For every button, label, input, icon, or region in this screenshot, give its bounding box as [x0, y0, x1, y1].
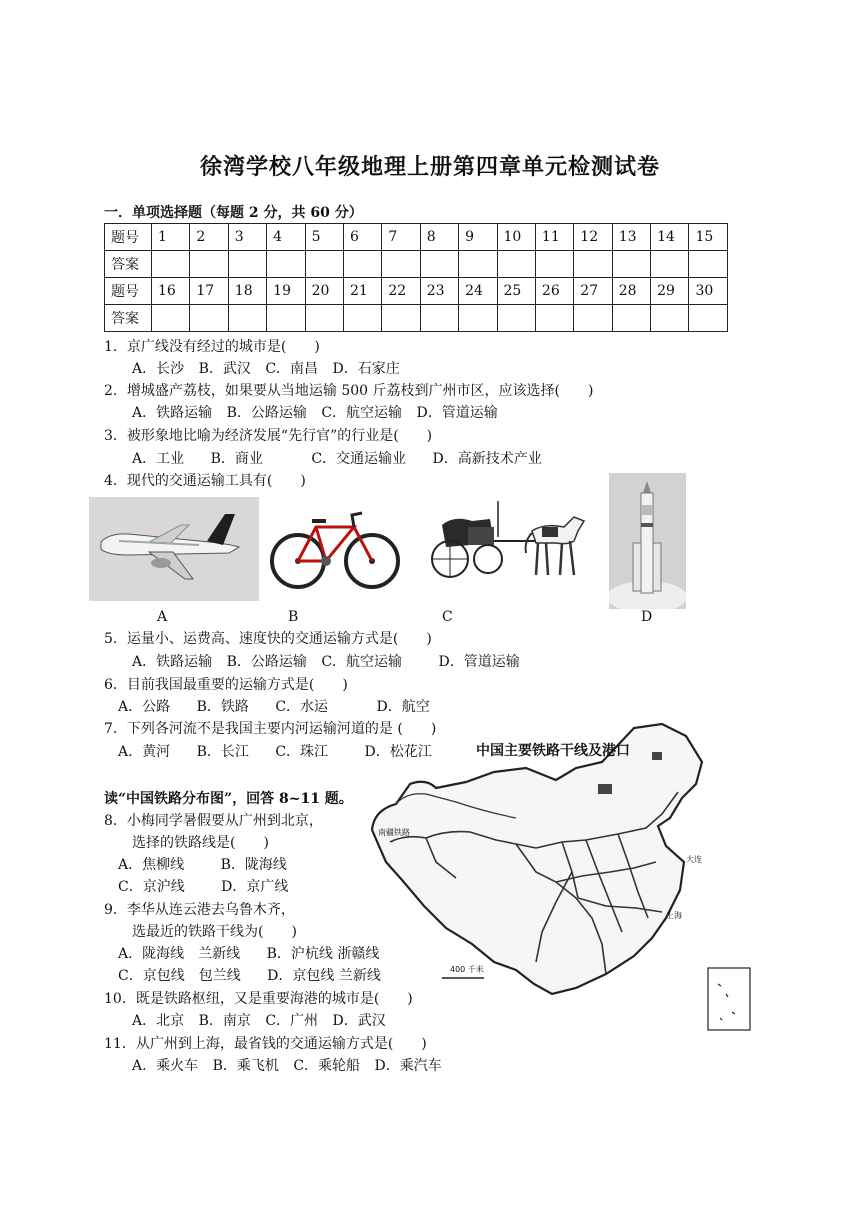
answer-cell[interactable] — [535, 305, 573, 332]
answer-cell[interactable] — [651, 251, 689, 278]
option-d[interactable]: D．航空 — [376, 699, 430, 715]
option-d[interactable]: D．石家庄 — [332, 361, 400, 377]
option-c[interactable]: C．京沪线 — [118, 879, 185, 895]
option-d[interactable]: D．管道运输 — [416, 405, 498, 421]
question-number: 23 — [420, 278, 458, 305]
question-8-stem-line2: 选择的铁路线是( ) — [132, 835, 269, 851]
question-number: 6 — [343, 224, 381, 251]
answer-cell[interactable] — [152, 305, 190, 332]
option-b[interactable]: B．铁路 — [196, 699, 249, 715]
question-9-options-row1 — [118, 943, 379, 965]
answer-cell[interactable] — [612, 251, 650, 278]
question-number: 2 — [190, 224, 228, 251]
figure-label-d: D — [641, 609, 653, 625]
option-a[interactable]: A．陇海线 兰新线 — [118, 946, 241, 962]
map-label-south-xinjiang: 南疆铁路 — [378, 828, 410, 837]
question-number: 20 — [305, 278, 343, 305]
question-number: 4 — [267, 224, 305, 251]
question-1-options — [132, 358, 400, 380]
railway-map — [366, 722, 760, 1042]
question-6-options — [118, 696, 430, 718]
question-number: 25 — [497, 278, 535, 305]
question-number: 16 — [152, 278, 190, 305]
option-a[interactable]: A．铁路运输 — [132, 654, 213, 670]
answer-cell[interactable] — [612, 305, 650, 332]
option-b[interactable]: B．陇海线 — [220, 857, 287, 873]
answer-cell[interactable] — [459, 305, 497, 332]
answer-cell[interactable] — [190, 305, 228, 332]
answer-cell[interactable] — [228, 305, 266, 332]
option-c[interactable]: C．广州 — [265, 1013, 319, 1029]
answer-cell[interactable] — [574, 305, 612, 332]
answer-cell[interactable] — [497, 251, 535, 278]
table-row — [105, 224, 728, 251]
question-3-options — [132, 448, 542, 470]
question-9-stem: 9．李华从连云港去乌鲁木齐， — [104, 902, 295, 918]
option-c[interactable]: C．珠江 — [275, 744, 329, 760]
option-b[interactable]: B．长江 — [196, 744, 249, 760]
answer-cell[interactable] — [459, 251, 497, 278]
question-number: 28 — [612, 278, 650, 305]
option-a[interactable]: A．焦柳线 — [118, 857, 185, 873]
answer-cell[interactable] — [190, 251, 228, 278]
question-number: 30 — [689, 278, 728, 305]
map-label-shanghai: 上海 — [666, 911, 682, 920]
option-d[interactable]: D．高新技术产业 — [432, 451, 542, 467]
question-10-stem: 10．既是铁路枢纽，又是重要海港的城市是( ) — [104, 991, 413, 1007]
answer-cell[interactable] — [152, 251, 190, 278]
option-c[interactable]: C．航空运输 — [321, 654, 403, 670]
airplane-image — [89, 497, 259, 601]
answer-cell[interactable] — [574, 251, 612, 278]
row-label: 答案 — [105, 251, 152, 278]
option-a[interactable]: A．长沙 — [132, 361, 185, 377]
option-c[interactable]: C．京包线 包兰线 — [118, 968, 241, 984]
option-d[interactable]: D．京广线 — [221, 879, 289, 895]
option-b[interactable]: B．公路运输 — [226, 654, 307, 670]
question-number: 7 — [382, 224, 420, 251]
question-number: 9 — [459, 224, 497, 251]
answer-cell[interactable] — [343, 305, 381, 332]
option-a[interactable]: A．黄河 — [118, 744, 171, 760]
option-c[interactable]: C．航空运输 — [321, 405, 403, 421]
question-8-stem: 8．小梅同学暑假要从广州到北京， — [104, 813, 323, 829]
question-number: 19 — [267, 278, 305, 305]
answer-cell[interactable] — [651, 305, 689, 332]
question-number: 27 — [574, 278, 612, 305]
row-label: 答案 — [105, 305, 152, 332]
option-a[interactable]: A．北京 — [132, 1013, 185, 1029]
map-label-dalian: 大连 — [686, 855, 702, 864]
answer-cell[interactable] — [382, 251, 420, 278]
answer-cell[interactable] — [420, 251, 458, 278]
option-b[interactable]: B．南京 — [198, 1013, 251, 1029]
question-8-options-row1 — [118, 854, 287, 876]
option-c[interactable]: C．南昌 — [265, 361, 319, 377]
question-number: 12 — [574, 224, 612, 251]
answer-cell[interactable] — [267, 251, 305, 278]
question-9-stem-line2: 选最近的铁路干线为( ) — [132, 924, 297, 940]
question-4-stem: 4．现代的交通运输工具有( ) — [104, 473, 306, 489]
question-9-options-row2 — [118, 965, 381, 987]
question-number: 11 — [535, 224, 573, 251]
question-11-options — [132, 1055, 442, 1077]
answer-cell[interactable] — [382, 305, 420, 332]
question-number: 3 — [228, 224, 266, 251]
option-a[interactable]: A．乘火车 — [132, 1058, 199, 1074]
answer-table — [104, 223, 728, 332]
table-row — [105, 251, 728, 278]
question-2-stem: 2．增城盛产荔枝，如果要从当地运输 500 斤荔枝到广州市区，应该选择( ) — [104, 383, 594, 399]
question-number: 10 — [497, 224, 535, 251]
question-number: 14 — [651, 224, 689, 251]
answer-cell[interactable] — [420, 305, 458, 332]
option-a[interactable]: A．工业 — [132, 451, 185, 467]
option-d[interactable]: D．武汉 — [332, 1013, 386, 1029]
question-5-options — [132, 651, 520, 673]
question-6-stem: 6．目前我国最重要的运输方式是( ) — [104, 677, 348, 693]
question-number: 22 — [382, 278, 420, 305]
option-d[interactable]: D．松花江 — [364, 744, 432, 760]
question-number: 21 — [343, 278, 381, 305]
option-a[interactable]: A．铁路运输 — [132, 405, 213, 421]
question-number: 24 — [459, 278, 497, 305]
question-7-stem: 7．下列各河流不是我国主要内河运输河道的是 ( ) — [104, 721, 437, 737]
answer-cell[interactable] — [305, 305, 343, 332]
figure-label-b: B — [288, 609, 299, 625]
question-number: 29 — [651, 278, 689, 305]
map-scale: 400 千米 — [450, 965, 484, 974]
carriage-image — [424, 497, 594, 585]
question-number: 1 — [152, 224, 190, 251]
option-c[interactable]: C．水运 — [275, 699, 329, 715]
map-title: 中国主要铁路干线及港口 — [476, 743, 630, 759]
answer-cell[interactable] — [535, 251, 573, 278]
section-heading: 一．单项选择题（每题 2 分，共 60 分） — [104, 205, 363, 221]
row-label: 题号 — [105, 278, 152, 305]
answer-cell[interactable] — [343, 251, 381, 278]
question-3-stem: 3．被形象地比喻为经济发展“先行官”的行业是( ) — [104, 428, 433, 444]
row-label: 题号 — [105, 224, 152, 251]
question-1-stem: 1．京广线没有经过的城市是( ) — [104, 339, 320, 355]
question-number: 8 — [420, 224, 458, 251]
answer-cell[interactable] — [689, 251, 728, 278]
map-question-intro: 读“中国铁路分布图”，回答 8~11 题。 — [104, 791, 353, 807]
answer-cell[interactable] — [689, 305, 728, 332]
question-number: 26 — [535, 278, 573, 305]
question-5-stem: 5．运量小、运费高、速度快的交通运输方式是( ) — [104, 631, 432, 647]
option-c[interactable]: C．乘轮船 — [293, 1058, 361, 1074]
page-title: 徐湾学校八年级地理上册第四章单元检测试卷 — [199, 154, 660, 180]
question-number: 18 — [228, 278, 266, 305]
question-number: 17 — [190, 278, 228, 305]
question-2-options — [132, 402, 498, 424]
option-b[interactable]: B．商业 — [210, 451, 263, 467]
figure-label-a: A — [157, 609, 168, 625]
table-row — [105, 305, 728, 332]
answer-cell[interactable] — [267, 305, 305, 332]
question-8-options-row2 — [118, 876, 288, 898]
question-number: 15 — [689, 224, 728, 251]
question-11-stem: 11．从广州到上海，最省钱的交通运输方式是( ) — [104, 1036, 427, 1052]
option-d[interactable]: D．京包线 兰新线 — [267, 968, 381, 984]
option-d[interactable]: D．管道运输 — [438, 654, 520, 670]
option-d[interactable]: D．乘汽车 — [374, 1058, 442, 1074]
question-number: 5 — [305, 224, 343, 251]
figure-label-c: C — [442, 609, 453, 625]
option-b[interactable]: B．武汉 — [198, 361, 251, 377]
answer-cell[interactable] — [228, 251, 266, 278]
question-number: 13 — [612, 224, 650, 251]
option-c[interactable]: C．交通运输业 — [311, 451, 407, 467]
bicycle-image — [268, 505, 402, 591]
option-a[interactable]: A．公路 — [118, 699, 171, 715]
option-b[interactable]: B．乘飞机 — [212, 1058, 279, 1074]
table-row — [105, 278, 728, 305]
answer-cell[interactable] — [497, 305, 535, 332]
answer-cell[interactable] — [305, 251, 343, 278]
option-b[interactable]: B．沪杭线 浙赣线 — [266, 946, 380, 962]
option-b[interactable]: B．公路运输 — [226, 405, 307, 421]
rocket-image — [609, 473, 686, 609]
question-10-options — [132, 1010, 386, 1032]
